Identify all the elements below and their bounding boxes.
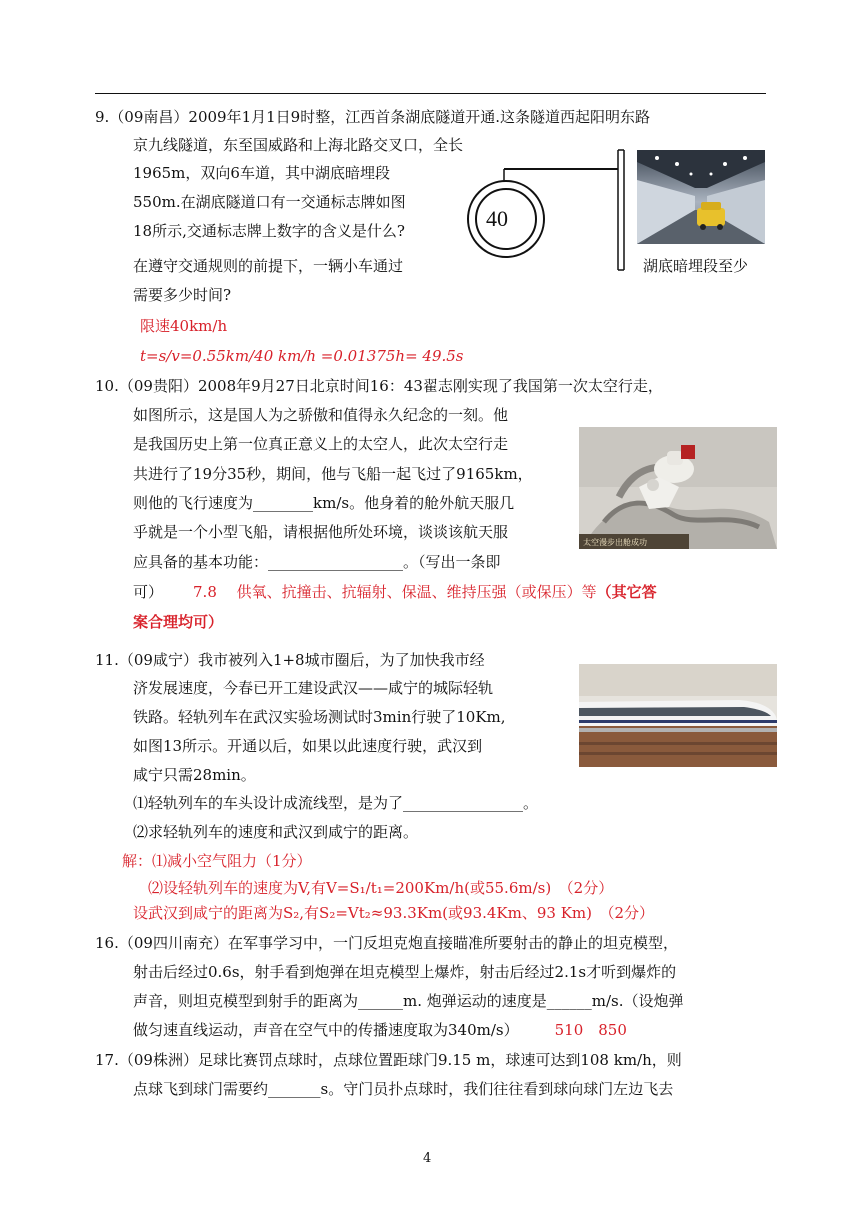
q9-line-2: 京九线隧道，东至国威路和上海北路交叉口，全长 bbox=[133, 136, 464, 154]
q9-line-1: 9.（09南昌）2009年1月1日9时整，江西首条湖底隧道开通.这条隧道西起阳明东路 bbox=[95, 108, 650, 126]
q11-line-1: 11.（09咸宁）我市被列入1+8城市圈后，为了加快我市经 bbox=[95, 651, 485, 669]
q16-line-3: 声音，则坦克模型到射手的距离为______m. 炮弹运动的速度是______m/s.（设炮弹 bbox=[133, 992, 684, 1010]
q11-line-6: ⑴轻轨列车的车头设计成流线型，是为了________________。 bbox=[133, 794, 539, 812]
q11-line-5: 咸宁只需28min。 bbox=[133, 766, 256, 784]
q11-line-2: 济发展速度，今春已开工建设武汉——咸宁的城际轻轨 bbox=[133, 679, 494, 697]
q10-answer-note-2: 案合理均可） bbox=[133, 613, 224, 631]
q9-answer-1: 限速40km/h bbox=[140, 317, 228, 335]
header-rule bbox=[95, 93, 766, 94]
q16-line-2: 射击后经过0.6s，射手看到炮弹在坦克模型上爆炸，射击后经过2.1s才听到爆炸的 bbox=[133, 963, 677, 981]
q10-line-5: 则他的飞行速度为________km/s。他身着的舱外航天服几 bbox=[133, 494, 515, 512]
q16-line-1: 16.（09四川南充）在军事学习中，一门反坦克炮直接瞄准所要射击的静止的坦克模型， bbox=[95, 934, 678, 952]
q9-answer-2: t=s/v=0.55km/40 km/h =0.01375h= 49.5s bbox=[140, 347, 464, 365]
q10-line-3: 是我国历史上第一位真正意义上的太空人，此次太空行走 bbox=[133, 435, 509, 453]
q9-line-3: 1965m，双向6车道，其中湖底暗埋段 bbox=[133, 164, 390, 182]
q11-answer-1: 解：⑴减小空气阻力（1分） bbox=[122, 852, 312, 870]
q10-line-7: 应具备的基本功能：__________________。（写出一条即 bbox=[133, 553, 501, 571]
q9-line-4: 550m.在湖底隧道口有一交通标志牌如图 bbox=[133, 193, 406, 211]
photo-banner-text: 太空漫步出舱成功 bbox=[583, 538, 647, 547]
q17-line-1: 17.（09株洲）足球比赛罚点球时，点球位置距球门9.15 m，球速可达到108 km/h，则 bbox=[95, 1051, 682, 1069]
q9-line-6: 在遵守交通规则的前提下，一辆小车通过 bbox=[133, 257, 404, 275]
q10-line-6: 乎就是一个小型飞船，请根据他所处环境，谈谈该航天服 bbox=[133, 523, 509, 541]
q11-answer-3: 设武汉到咸宁的距离为S₂,有S₂=Vt₂≈93.3Km(或93.4Km、93 Km) （2分） bbox=[133, 904, 655, 922]
q16-answer: 510 850 bbox=[554, 1021, 627, 1039]
q10-answer-note-1: （其它答 bbox=[596, 583, 657, 601]
q10-line-4: 共进行了19分35秒，期间，他与飞船一起飞过了9165km， bbox=[133, 465, 533, 483]
q16-line-4-text: 做匀速直线运动，声音在空气中的传播速度取为340m/s） bbox=[133, 1021, 519, 1039]
train-photo bbox=[579, 664, 777, 767]
q10-line-8-start: 可） bbox=[133, 583, 164, 601]
q10-answer: 7.8 供氧、抗撞击、抗辐射、保温、维持压强（或保压）等 bbox=[193, 583, 597, 601]
tunnel-photo bbox=[637, 150, 765, 244]
q9-line-7: 需要多少时间? bbox=[133, 286, 232, 304]
q11-answer-2: ⑵设轻轨列车的速度为V,有V=S₁/t₁=200Km/h(或55.6m/s) （2分） bbox=[148, 879, 614, 897]
figure-caption-tail: 湖底暗埋段至少 bbox=[643, 257, 749, 275]
q17-line-2: 点球飞到球门需要约_______s。守门员扑点球时，我们往往看到球向球门左边飞去 bbox=[133, 1080, 674, 1098]
sign-number: 40 bbox=[486, 206, 508, 231]
q11-line-3: 铁路。轻轨列车在武汉实验场测试时3min行驶了10Km, bbox=[133, 708, 506, 726]
q11-line-7: ⑵求轻轨列车的速度和武汉到咸宁的距离。 bbox=[133, 823, 419, 841]
q16-line-4 bbox=[133, 1020, 627, 1040]
q10-line-8 bbox=[133, 582, 657, 602]
page-number: 4 bbox=[423, 1151, 432, 1166]
q10-line-1: 10.（09贵阳）2008年9月27日北京时间16：43翟志刚实现了我国第一次太空行走， bbox=[95, 377, 663, 395]
spacewalk-photo bbox=[579, 427, 777, 549]
q11-line-4: 如图13所示。开通以后，如果以此速度行驶，武汉到 bbox=[133, 737, 483, 755]
q10-line-2: 如图所示，这是国人为之骄傲和值得永久纪念的一刻。他 bbox=[133, 406, 509, 424]
q9-line-5: 18所示,交通标志牌上数字的含义是什么? bbox=[133, 222, 405, 240]
